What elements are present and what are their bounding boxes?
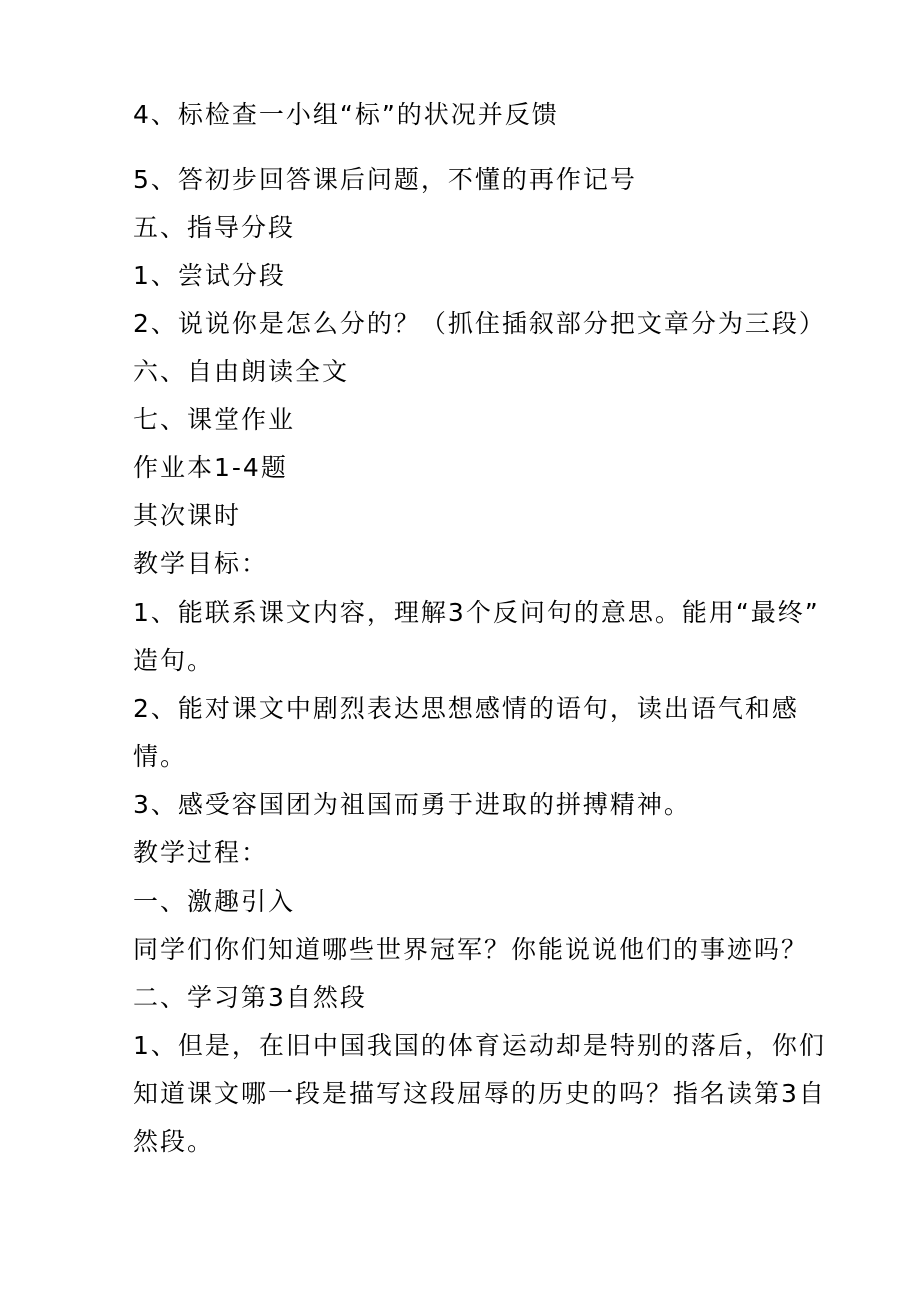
section-heading: 教学目标： — [133, 549, 269, 578]
text-line: 情。 — [133, 742, 188, 771]
text-line: 1、能联系课文内容，理解3个反问句的意思。能用“最终” — [133, 598, 820, 627]
text-line: 1、尝试分段 — [133, 261, 286, 290]
text-line: 同学们你们知道哪些世界冠军？你能说说他们的事迹吗？ — [133, 935, 809, 964]
text-line: 2、说说你是怎么分的？（抓住插叙部分把文章分为三段） — [133, 309, 826, 338]
text-line: 然段。 — [133, 1127, 215, 1156]
section-heading: 五、指导分段 — [133, 213, 296, 242]
text-line: 4、标检查一小组“标”的状况并反馈 — [133, 100, 559, 129]
section-heading: 二、学习第3自然段 — [133, 983, 367, 1012]
text-line: 3、感受容国团为祖国而勇于进取的拼搏精神。 — [133, 790, 691, 819]
text-line: 2、能对课文中剧烈表达思想感情的语句，读出语气和感 — [133, 694, 799, 723]
section-heading: 六、自由朗读全文 — [133, 357, 350, 386]
text-line: 5、答初步回答课后问题，不懂的再作记号 — [133, 165, 637, 194]
text-line: 作业本1-4题 — [133, 453, 288, 482]
section-heading: 其次课时 — [133, 501, 242, 530]
text-line: 知道课文哪一段是描写这段屈辱的历史的吗？指名读第3自 — [133, 1079, 826, 1108]
section-heading: 七、课堂作业 — [133, 405, 296, 434]
text-line: 造句。 — [133, 646, 215, 675]
text-line: 1、但是，在旧中国我国的体育运动却是特别的落后，你们 — [133, 1031, 826, 1060]
section-heading: 教学过程： — [133, 838, 269, 867]
section-heading: 一、激趣引入 — [133, 887, 296, 916]
